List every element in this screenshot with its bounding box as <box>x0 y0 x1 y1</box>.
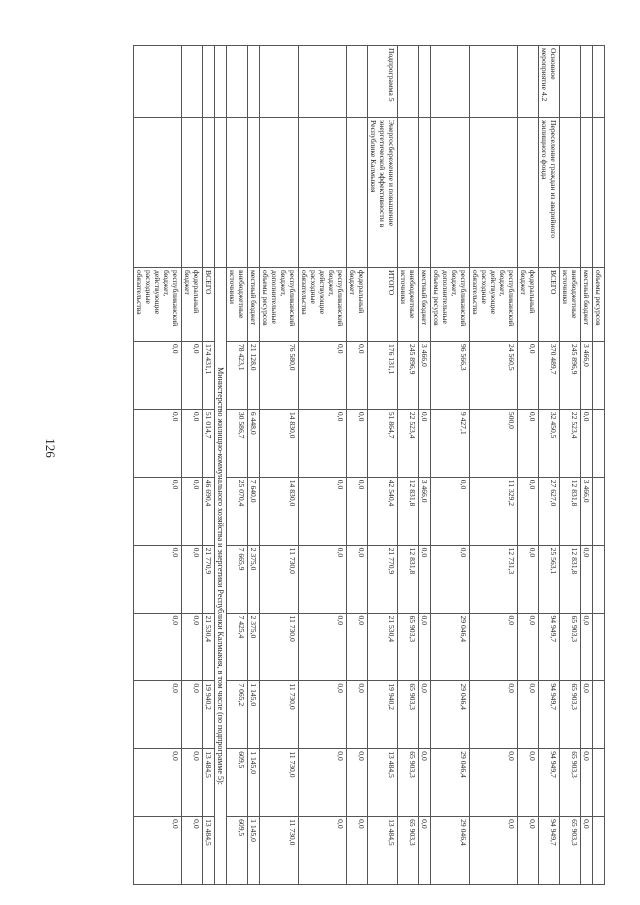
funding-source-cell: ВСЕГО <box>203 268 215 342</box>
value-cell: 65 903,3 <box>560 613 581 681</box>
table-row <box>134 46 182 885</box>
row-group-cell <box>248 46 260 118</box>
table-row <box>347 46 368 885</box>
funding-source-cell: республиканский бюджет, дополнительные объемы ресурсов <box>260 268 299 342</box>
value-cell <box>593 545 605 613</box>
table-row <box>182 46 203 885</box>
table-row <box>260 46 299 885</box>
row-title-cell <box>227 118 248 268</box>
funding-source-cell: ВСЕГО <box>539 268 560 342</box>
funding-table-body <box>134 46 605 885</box>
funding-source-cell: федеральный бюджет <box>182 268 203 342</box>
row-group-cell <box>593 46 605 118</box>
value-cell: 0,0 <box>299 749 347 817</box>
value-cell: 65 903,3 <box>398 681 419 749</box>
value-cell: 7 665,9 <box>227 545 248 613</box>
funding-source-cell: местный бюджет <box>581 268 593 342</box>
value-cell: 3 466,0 <box>419 342 431 410</box>
row-group-cell <box>419 46 431 118</box>
value-cell: 21 770,9 <box>203 545 215 613</box>
value-cell: 94 949,7 <box>539 749 560 817</box>
value-cell: 19 940,2 <box>368 681 398 749</box>
value-cell: 1 145,0 <box>248 817 260 885</box>
value-cell: 0,0 <box>182 613 203 681</box>
value-cell: 0,0 <box>347 613 368 681</box>
value-cell: 0,0 <box>182 342 203 410</box>
value-cell: 51 864,7 <box>368 409 398 477</box>
value-cell: 0,0 <box>182 749 203 817</box>
value-cell: 0,0 <box>299 613 347 681</box>
empty-cell <box>203 118 215 268</box>
empty-cell <box>134 118 182 268</box>
value-cell: 94 949,7 <box>539 613 560 681</box>
value-cell: 370 489,7 <box>539 342 560 410</box>
table-row <box>560 46 581 885</box>
funding-source-cell: местный бюджет <box>248 268 260 342</box>
value-cell: 0,0 <box>134 817 182 885</box>
value-cell: 0,0 <box>470 749 518 817</box>
table-row <box>227 46 248 885</box>
value-cell: 0,0 <box>299 545 347 613</box>
row-title-cell <box>581 118 593 268</box>
row-group-cell <box>260 46 299 118</box>
value-cell: 0,0 <box>419 545 431 613</box>
rotated-table-container <box>85 45 605 885</box>
value-cell: 0,0 <box>419 409 431 477</box>
value-cell <box>593 681 605 749</box>
value-cell: 0,0 <box>470 613 518 681</box>
value-cell: 0,0 <box>299 681 347 749</box>
value-cell: 42 540,4 <box>368 477 398 545</box>
table-row <box>398 46 419 885</box>
value-cell: 11 730,0 <box>260 749 299 817</box>
value-cell: 0,0 <box>518 817 539 885</box>
value-cell: 0,0 <box>299 409 347 477</box>
table-row <box>368 46 398 885</box>
value-cell: 0,0 <box>134 613 182 681</box>
funding-source-cell: местный бюджет <box>419 268 431 342</box>
value-cell: 0,0 <box>518 342 539 410</box>
value-cell: 1 145,0 <box>248 681 260 749</box>
row-group-cell <box>347 46 368 118</box>
value-cell: 0,0 <box>347 817 368 885</box>
value-cell: 7 425,4 <box>227 613 248 681</box>
value-cell: 19 940,2 <box>203 681 215 749</box>
value-cell: 0,0 <box>518 545 539 613</box>
value-cell: 0,0 <box>347 749 368 817</box>
value-cell: 0,0 <box>431 477 470 545</box>
empty-cell <box>215 46 227 118</box>
value-cell: 65 903,3 <box>560 817 581 885</box>
row-title-cell <box>518 118 539 268</box>
value-cell: 65 903,3 <box>560 749 581 817</box>
value-cell: 0,0 <box>347 681 368 749</box>
table-row <box>518 46 539 885</box>
value-cell: 0,0 <box>518 409 539 477</box>
funding-source-cell: республиканский бюджет, действующие расходные обязательства <box>470 268 518 342</box>
value-cell: 13 484,5 <box>203 749 215 817</box>
funding-source-cell: внебюджетные источники <box>227 268 248 342</box>
row-group-cell <box>431 46 470 118</box>
table-row <box>593 46 605 885</box>
value-cell: 9 427,1 <box>431 409 470 477</box>
value-cell: 13 484,5 <box>368 749 398 817</box>
row-group-cell <box>299 46 347 118</box>
value-cell: 25 070,4 <box>227 477 248 545</box>
value-cell: 174 431,1 <box>203 342 215 410</box>
value-cell: 1 145,0 <box>248 749 260 817</box>
funding-source-cell: федеральный бюджет <box>518 268 539 342</box>
empty-cell <box>134 46 182 118</box>
row-title-cell <box>347 118 368 268</box>
value-cell: 0,0 <box>182 477 203 545</box>
value-cell: 65 903,3 <box>398 749 419 817</box>
value-cell: 76 580,0 <box>260 342 299 410</box>
row-group-cell <box>227 46 248 118</box>
value-cell: 0,0 <box>347 545 368 613</box>
empty-cell <box>182 46 203 118</box>
value-cell: 65 903,3 <box>398 613 419 681</box>
value-cell: 3 466,0 <box>581 342 593 410</box>
value-cell: 21 770,9 <box>368 545 398 613</box>
value-cell: 0,0 <box>419 749 431 817</box>
funding-source-cell: ИТОГО <box>368 268 398 342</box>
value-cell: 96 566,3 <box>431 342 470 410</box>
value-cell: 0,0 <box>419 817 431 885</box>
value-cell: 11 730,0 <box>260 545 299 613</box>
value-cell: 0,0 <box>581 409 593 477</box>
value-cell: 3 466,0 <box>581 477 593 545</box>
value-cell: 0,0 <box>347 477 368 545</box>
value-cell: 11 730,0 <box>260 817 299 885</box>
value-cell: 94 949,7 <box>539 681 560 749</box>
value-cell: 0,0 <box>182 545 203 613</box>
value-cell: 0,0 <box>518 749 539 817</box>
value-cell: 0,0 <box>134 409 182 477</box>
value-cell <box>593 817 605 885</box>
value-cell: 609,5 <box>227 749 248 817</box>
table-row <box>431 46 470 885</box>
value-cell: 22 523,4 <box>398 409 419 477</box>
value-cell: 2 375,0 <box>248 613 260 681</box>
row-group-cell <box>398 46 419 118</box>
value-cell: 245 896,9 <box>560 342 581 410</box>
value-cell: 11 730,0 <box>260 613 299 681</box>
row-title-cell <box>560 118 581 268</box>
value-cell: 14 830,0 <box>260 409 299 477</box>
row-title-cell <box>248 118 260 268</box>
value-cell: 0,0 <box>470 681 518 749</box>
value-cell: 21 530,4 <box>203 613 215 681</box>
value-cell: 0,0 <box>182 817 203 885</box>
value-cell: 22 523,4 <box>560 409 581 477</box>
value-cell: 0,0 <box>347 342 368 410</box>
value-cell: 30 586,7 <box>227 409 248 477</box>
value-cell: 500,0 <box>470 409 518 477</box>
value-cell: 245 896,9 <box>398 342 419 410</box>
row-title-cell: Переселение граждан из аварийного жилищного фонда <box>539 118 560 268</box>
value-cell <box>593 409 605 477</box>
ministry-title-cell: Министерство жилищно-коммунального хозяйства и энергетики Республики Калмыкия, в том числе (по подпрограмме 5): <box>215 268 227 885</box>
value-cell: 0,0 <box>431 545 470 613</box>
value-cell <box>593 477 605 545</box>
value-cell: 13 484,5 <box>368 817 398 885</box>
value-cell: 0,0 <box>581 545 593 613</box>
row-title-cell <box>398 118 419 268</box>
empty-cell <box>203 46 215 118</box>
value-cell <box>593 613 605 681</box>
value-cell: 0,0 <box>182 409 203 477</box>
funding-source-cell: республиканский бюджет, дополнительные объемы ресурсов <box>431 268 470 342</box>
value-cell: 14 830,0 <box>260 477 299 545</box>
table-row <box>470 46 518 885</box>
row-title-cell <box>431 118 470 268</box>
row-title-cell <box>470 118 518 268</box>
value-cell: 27 627,0 <box>539 477 560 545</box>
funding-source-cell: республиканский бюджет, действующие расходные обязательства <box>134 268 182 342</box>
value-cell <box>593 749 605 817</box>
value-cell: 7 640,0 <box>248 477 260 545</box>
value-cell: 0,0 <box>419 681 431 749</box>
table-row <box>539 46 560 885</box>
value-cell: 0,0 <box>299 342 347 410</box>
value-cell: 46 690,4 <box>203 477 215 545</box>
funding-source-cell: республиканский бюджет, действующие расходные обязательства <box>299 268 347 342</box>
value-cell: 13 484,5 <box>203 817 215 885</box>
value-cell: 21 128,0 <box>248 342 260 410</box>
funding-source-cell: внебюджетные источники <box>560 268 581 342</box>
row-title-cell <box>593 118 605 268</box>
value-cell: 29 046,4 <box>431 817 470 885</box>
value-cell: 0,0 <box>518 613 539 681</box>
empty-cell <box>215 118 227 268</box>
value-cell: 0,0 <box>134 477 182 545</box>
ministry-header-row <box>215 46 227 885</box>
row-group-cell <box>470 46 518 118</box>
value-cell: 12 831,8 <box>398 477 419 545</box>
value-cell: 29 046,4 <box>431 749 470 817</box>
value-cell: 24 560,5 <box>470 342 518 410</box>
row-title-cell <box>299 118 347 268</box>
row-group-cell: Подпрограмма 5 <box>368 46 398 118</box>
value-cell: 0,0 <box>518 681 539 749</box>
value-cell: 0,0 <box>182 681 203 749</box>
value-cell: 11 329,2 <box>470 477 518 545</box>
value-cell: 176 131,1 <box>368 342 398 410</box>
value-cell: 0,0 <box>581 681 593 749</box>
value-cell: 65 903,3 <box>398 817 419 885</box>
row-title-cell: Энергосбережение и повышение энергетической эффективности в Республике Калмыкия <box>368 118 398 268</box>
value-cell: 3 466,0 <box>419 477 431 545</box>
row-title-cell <box>260 118 299 268</box>
value-cell: 0,0 <box>299 477 347 545</box>
value-cell: 29 046,4 <box>431 681 470 749</box>
value-cell: 12 731,3 <box>470 545 518 613</box>
row-group-cell <box>581 46 593 118</box>
value-cell: 0,0 <box>419 613 431 681</box>
table-row <box>299 46 347 885</box>
value-cell: 25 563,1 <box>539 545 560 613</box>
value-cell: 0,0 <box>518 477 539 545</box>
empty-cell <box>182 118 203 268</box>
value-cell: 0,0 <box>134 342 182 410</box>
value-cell: 12 831,8 <box>560 545 581 613</box>
value-cell: 0,0 <box>581 749 593 817</box>
funding-source-cell: внебюджетные источники <box>398 268 419 342</box>
value-cell: 65 903,3 <box>560 681 581 749</box>
value-cell: 11 730,0 <box>260 681 299 749</box>
row-group-cell <box>560 46 581 118</box>
value-cell: 0,0 <box>134 681 182 749</box>
row-group-cell: Основное мероприятие 4.2 <box>539 46 560 118</box>
value-cell: 0,0 <box>470 817 518 885</box>
funding-table <box>133 45 605 885</box>
value-cell: 94 949,7 <box>539 817 560 885</box>
funding-source-cell: федеральный бюджет <box>347 268 368 342</box>
value-cell: 29 046,4 <box>431 613 470 681</box>
value-cell: 0,0 <box>134 749 182 817</box>
value-cell: 0,0 <box>347 409 368 477</box>
value-cell: 12 831,8 <box>398 545 419 613</box>
table-row <box>581 46 593 885</box>
value-cell: 78 423,1 <box>227 342 248 410</box>
value-cell: 6 448,0 <box>248 409 260 477</box>
value-cell: 51 014,7 <box>203 409 215 477</box>
value-cell <box>593 342 605 410</box>
table-row <box>203 46 215 885</box>
table-row <box>419 46 431 885</box>
value-cell: 7 065,2 <box>227 681 248 749</box>
value-cell: 2 375,0 <box>248 545 260 613</box>
value-cell: 12 831,8 <box>560 477 581 545</box>
table-row <box>248 46 260 885</box>
value-cell: 0,0 <box>299 817 347 885</box>
row-group-cell <box>518 46 539 118</box>
funding-source-cell: объемы ресурсов <box>593 268 605 342</box>
value-cell: 609,5 <box>227 817 248 885</box>
value-cell: 0,0 <box>581 817 593 885</box>
value-cell: 32 450,5 <box>539 409 560 477</box>
row-title-cell <box>419 118 431 268</box>
value-cell: 0,0 <box>581 613 593 681</box>
page-number: 126 <box>43 438 58 458</box>
value-cell: 21 530,4 <box>368 613 398 681</box>
value-cell: 0,0 <box>134 545 182 613</box>
